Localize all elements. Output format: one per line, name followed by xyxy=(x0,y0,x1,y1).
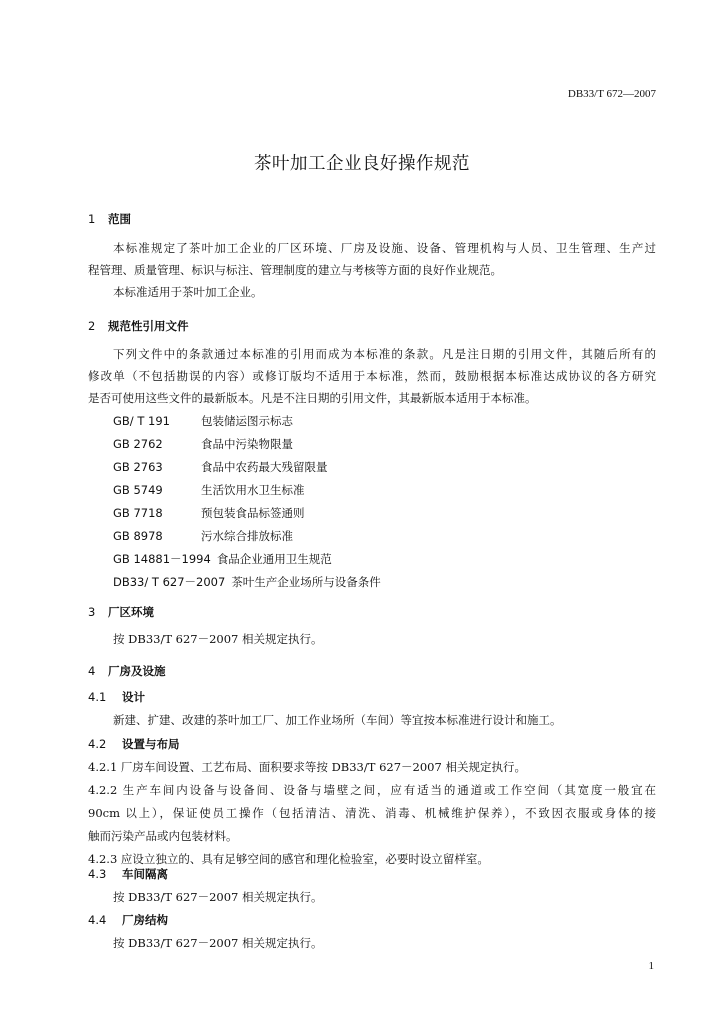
reference-item: GB 5749 生活饮用水卫生标准 xyxy=(113,483,305,497)
section-1-heading xyxy=(88,211,131,227)
section-title: 规范性引用文件 xyxy=(108,319,189,333)
clause-continuation: 90cm 以上），保证使员工操作（包括清洁、清洗、消毒、机械维护保养），不致因衣服或身体的接 xyxy=(88,806,656,820)
reference-item: GB 8978 污水综合排放标准 xyxy=(113,529,293,543)
reference-item: GB 7718 预包装食品标签通则 xyxy=(113,506,305,520)
paragraph: 新建、扩建、改建的茶叶加工厂、加工作业场所（车间）等宜按本标准进行设计和施工。 xyxy=(113,713,562,727)
section-number: 4 xyxy=(88,664,96,678)
paragraph-continuation: 是否可使用这些文件的最新版本。凡是不注日期的引用文件，其最新版本适用于本标准。 xyxy=(88,391,537,405)
subsection-title: 设置与布局 xyxy=(122,737,180,751)
subsection-4-4-heading xyxy=(88,912,168,928)
paragraph: 按 DB33/T 627－2007 相关规定执行。 xyxy=(113,632,323,646)
reference-item: GB 14881－1994 食品企业通用卫生规范 xyxy=(113,552,332,566)
subsection-4-3-heading xyxy=(88,866,168,882)
clause-continuation: 触而污染产品或内包装材料。 xyxy=(88,829,238,843)
paragraph-continuation: 修改单（不包括勘误的内容）或修订版均不适用于本标准，然而，鼓励根据本标准达成协议的各方研究 xyxy=(88,369,656,383)
subsection-4-1-heading xyxy=(88,689,145,705)
subsection-title: 车间隔离 xyxy=(122,867,168,881)
subsection-title: 厂房结构 xyxy=(122,913,168,927)
clause-4-2-3: 4.2.3 应设立独立的、具有足够空间的感官和理化检验室，必要时设立留样室。 xyxy=(88,852,489,866)
subsection-number: 4.2 xyxy=(88,737,107,751)
paragraph: 按 DB33/T 627－2007 相关规定执行。 xyxy=(113,890,323,904)
subsection-number: 4.1 xyxy=(88,690,107,704)
clause-4-2-1: 4.2.1 厂房车间设置、工艺布局、面积要求等按 DB33/T 627－2007 相关规定执行。 xyxy=(88,760,526,774)
section-number: 2 xyxy=(88,319,96,333)
paragraph: 下列文件中的条款通过本标准的引用而成为本标准的条款。凡是注日期的引用文件，其随后所有的 xyxy=(113,347,656,361)
section-number: 3 xyxy=(88,605,96,619)
section-4-heading xyxy=(88,663,166,679)
paragraph: 本标准规定了茶叶加工企业的厂区环境、厂房及设施、设备、管理机构与人员、卫生管理、生产过 xyxy=(113,241,656,255)
document-code: DB33/T 672—2007 xyxy=(567,88,656,100)
subsection-number: 4.3 xyxy=(88,867,107,881)
paragraph: 按 DB33/T 627－2007 相关规定执行。 xyxy=(113,936,323,950)
section-title: 范围 xyxy=(108,212,131,226)
reference-item: GB 2763 食品中农药最大残留限量 xyxy=(113,460,328,474)
paragraph: 本标准适用于茶叶加工企业。 xyxy=(113,285,263,299)
reference-item: GB/ T 191 包装储运图示标志 xyxy=(113,414,293,428)
subsection-4-2-heading xyxy=(88,736,180,752)
clause-4-2-2: 4.2.2 生产车间内设备与设备间、设备与墙壁之间，应有适当的通道或工作空间（其宽度一般宜在 xyxy=(88,783,656,797)
section-title: 厂区环境 xyxy=(108,605,154,619)
paragraph-continuation: 程管理、质量管理、标识与标注、管理制度的建立与考核等方面的良好作业规范。 xyxy=(88,263,502,277)
reference-item: GB 2762 食品中污染物限量 xyxy=(113,437,293,451)
subsection-number: 4.4 xyxy=(88,913,107,927)
reference-item: DB33/ T 627－2007 茶叶生产企业场所与设备条件 xyxy=(113,575,381,589)
section-title: 厂房及设施 xyxy=(108,664,166,678)
section-number: 1 xyxy=(88,212,96,226)
section-2-heading xyxy=(88,318,189,334)
subsection-title: 设计 xyxy=(122,690,145,704)
document-title: 茶叶加工企业良好操作规范 xyxy=(254,154,470,174)
section-3-heading xyxy=(88,604,154,620)
page-number: 1 xyxy=(648,960,654,972)
